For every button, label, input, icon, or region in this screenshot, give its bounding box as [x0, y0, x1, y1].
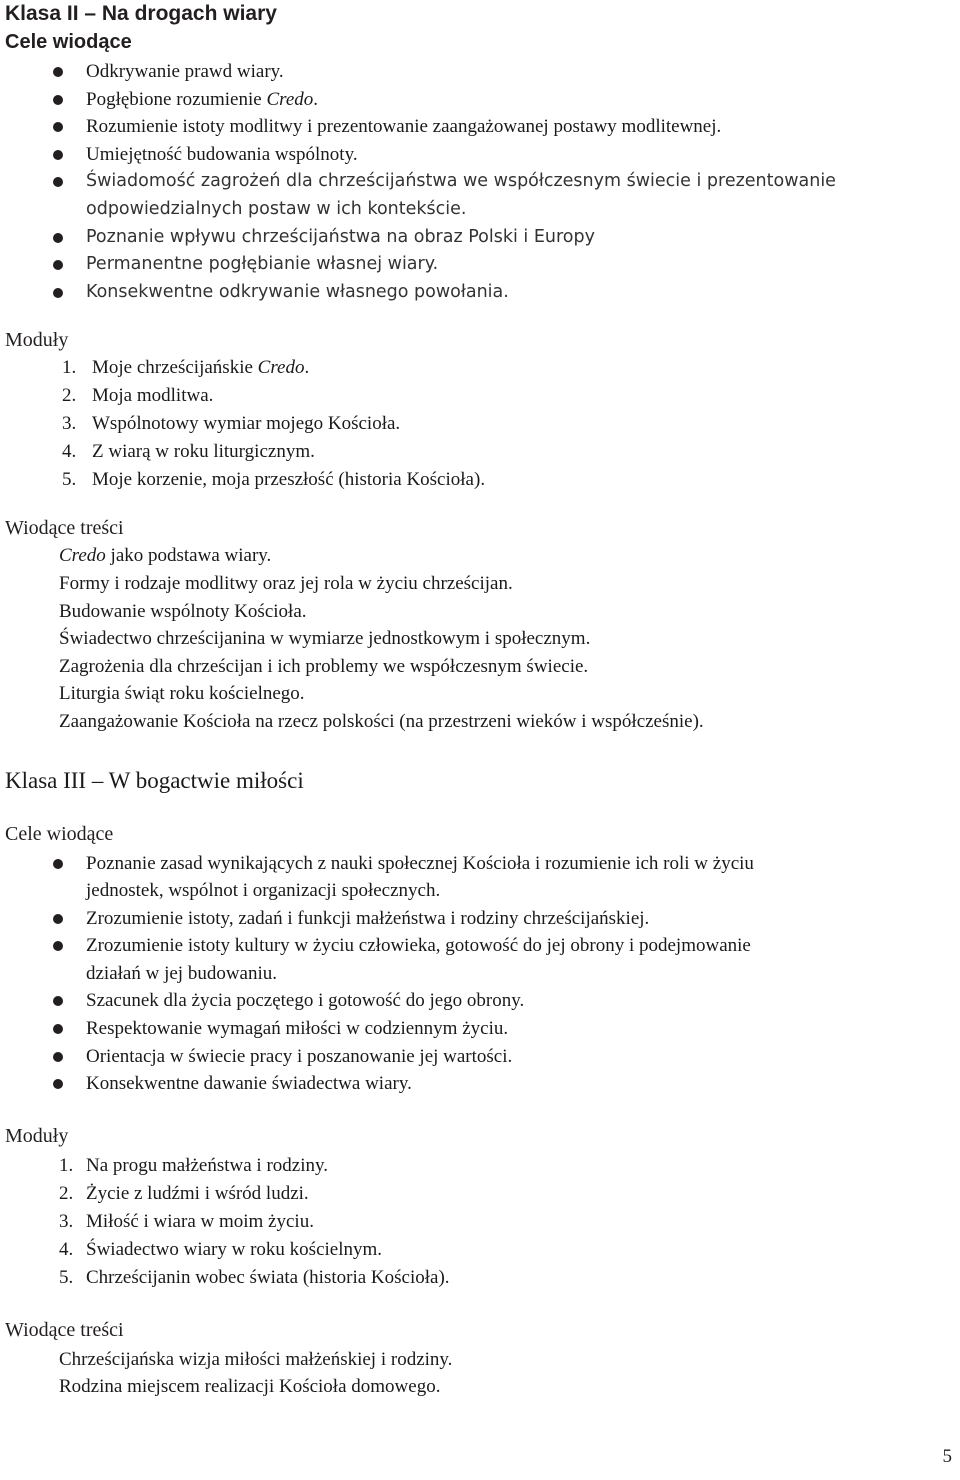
list-item: 1. Na progu małżeństwa i rodziny. — [59, 1154, 328, 1176]
bullet-icon — [53, 914, 63, 924]
list-item: Rodzina miejscem realizacji Kościoła domowego. — [59, 1376, 441, 1398]
list-item: 2. Życie z ludźmi i wśród ludzi. — [59, 1182, 309, 1204]
list-item: Poznanie wpływu chrześcijaństwa na obraz Polski i Europy — [5, 224, 935, 252]
bullet-icon — [53, 260, 63, 270]
klasa2-tresci-list — [5, 542, 935, 735]
klasa2-moduly-heading: Moduły — [5, 329, 69, 352]
klasa2-cele-heading: Cele wiodące — [5, 31, 132, 53]
list-item: Konsekwentne dawanie świadectwa wiary. — [5, 1070, 935, 1098]
klasa3-moduly-heading: Moduły — [5, 1124, 69, 1147]
bullet-icon — [53, 1024, 63, 1034]
list-item: 2. Moja modlitwa. — [62, 385, 214, 407]
list-item: Zagrożenia dla chrześcijan i ich problemy we współczesnym świecie. — [59, 655, 589, 677]
klasa3-cele-list — [5, 850, 935, 1098]
list-item: Poznanie zasad wynikających z nauki społecznej Kościoła i rozumienie ich roli w życiu jednostek, wspólnot i organizacji społecznych. — [5, 850, 935, 905]
bullet-icon — [53, 150, 63, 160]
bullet-icon — [53, 122, 63, 132]
list-item: Zrozumienie istoty, zadań i funkcji małżeństwa i rodziny chrześcijańskiej. — [5, 905, 935, 933]
bullet-icon — [53, 67, 63, 77]
bullet-icon — [53, 233, 63, 243]
bullet-icon — [53, 1052, 63, 1062]
bullet-icon — [53, 859, 63, 869]
klasa2-cele-list-continued — [5, 168, 935, 306]
klasa3-cele-heading: Cele wiodące — [5, 822, 114, 845]
list-item: Pogłębione rozumienie Credo. — [5, 86, 935, 114]
list-item: 4. Z wiarą w roku liturgicznym. — [62, 441, 315, 463]
list-item: Umiejętność budowania wspólnoty. — [5, 141, 935, 169]
list-item: Permanentne pogłębianie własnej wiary. — [5, 251, 935, 279]
bullet-icon — [53, 996, 63, 1006]
klasa3-tresci-heading: Wiodące treści — [5, 1318, 124, 1341]
klasa2-moduly-list — [5, 354, 935, 494]
list-item: 4. Świadectwo wiary w roku kościelnym. — [59, 1238, 383, 1260]
klasa3-tresci-list — [5, 1346, 935, 1401]
list-item: Respektowanie wymagań miłości w codziennym życiu. — [5, 1015, 935, 1043]
list-item: 5. Moje korzenie, moja przeszłość (historia Kościoła). — [62, 469, 486, 491]
bullet-icon — [53, 288, 63, 298]
list-item: Rozumienie istoty modlitwy i prezentowanie zaangażowanej postawy modlitewnej. — [5, 113, 935, 141]
list-item: 3. Miłość i wiara w moim życiu. — [59, 1210, 314, 1232]
bullet-icon — [53, 177, 63, 187]
list-item: Orientacja w świecie pracy i poszanowanie jej wartości. — [5, 1043, 935, 1071]
klasa2-cele-list — [5, 58, 935, 168]
klasa3-title: Klasa III – W bogactwie miłości — [5, 767, 304, 793]
document-page — [5, 0, 935, 1401]
bullet-icon — [53, 95, 63, 105]
list-item: Konsekwentne odkrywanie własnego powołania. — [5, 279, 935, 307]
list-item: 1. Moje chrześcijańskie Credo. — [62, 357, 310, 379]
list-item: 3. Wspólnotowy wymiar mojego Kościoła. — [62, 413, 401, 435]
list-item: Chrześcijańska wizja miłości małżeńskiej i rodziny. — [59, 1348, 453, 1370]
list-item: Budowanie wspólnoty Kościoła. — [59, 600, 307, 622]
list-item: Odkrywanie prawd wiary. — [5, 58, 935, 86]
list-item: Credo jako podstawa wiary. — [59, 545, 272, 567]
list-item: Zrozumienie istoty kultury w życiu człowieka, gotowość do jej obrony i podejmowanie działań w jej budowaniu. — [5, 932, 935, 987]
klasa2-title: Klasa II – Na drogach wiary — [5, 2, 277, 25]
page-number: 5 — [942, 1446, 952, 1467]
list-item: Formy i rodzaje modlitwy oraz jej rola w życiu chrześcijan. — [59, 572, 513, 594]
list-item: 5. Chrześcijanin wobec świata (historia Kościoła). — [59, 1266, 450, 1288]
list-item: Liturgia świąt roku kościelnego. — [59, 683, 305, 705]
list-item: Świadectwo chrześcijanina w wymiarze jednostkowym i społecznym. — [59, 628, 591, 650]
bullet-icon — [53, 1079, 63, 1089]
klasa3-moduly-list — [5, 1152, 935, 1292]
bullet-icon — [53, 941, 63, 951]
list-item: Zaangażowanie Kościoła na rzecz polskości (na przestrzeni wieków i współcześnie). — [59, 710, 704, 732]
list-item: Świadomość zagrożeń dla chrześcijaństwa we współczesnym świecie i prezentowanie odpowiedzialnych postaw w ich kontekście. — [5, 168, 935, 223]
list-item: Szacunek dla życia poczętego i gotowość do jego obrony. — [5, 987, 935, 1015]
klasa2-tresci-heading: Wiodące treści — [5, 517, 124, 540]
